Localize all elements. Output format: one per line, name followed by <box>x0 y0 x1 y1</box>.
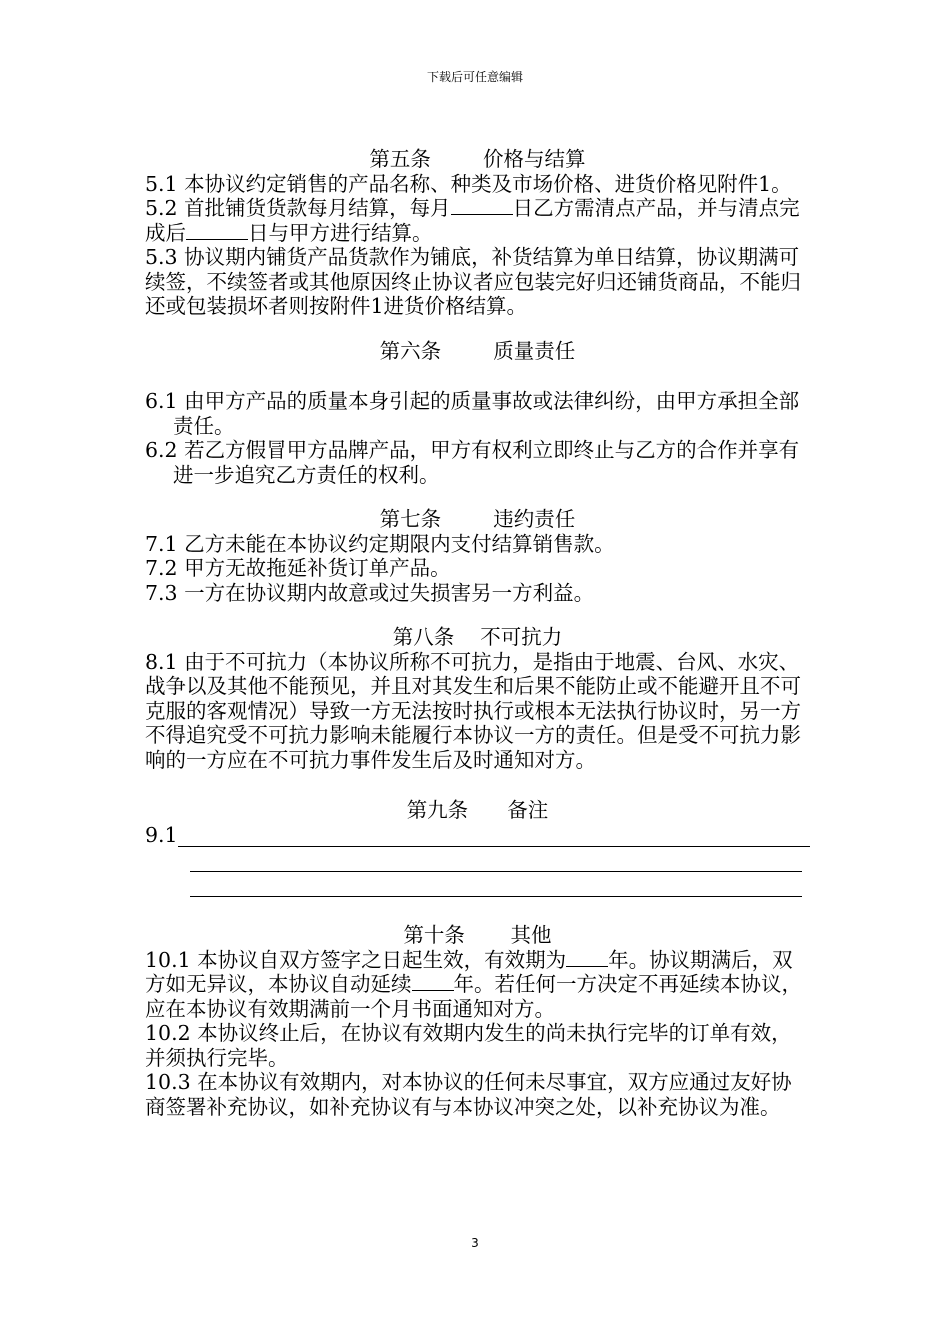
remarks-line-2 <box>190 847 802 872</box>
clause-6-2: 6.2 若乙方假冒甲方品牌产品，甲方有权利立即终止与乙方的合作并享有进一步追究乙方责任的权利。 <box>145 438 800 487</box>
page-header: 下载后可任意编辑 <box>426 70 523 84</box>
clause-7-3: 7.3 一方在协议期内故意或过失损害另一方利益。 <box>145 580 595 605</box>
clause-5-2-part-a: 5.2 首批铺货货款每月结算，每月 <box>145 196 451 220</box>
clause-5-2-part-c: 日与甲方进行结算。 <box>248 220 433 245</box>
section-6-title: 第六条 质量责任 <box>379 338 576 363</box>
document-body <box>145 147 810 1119</box>
section-8-title: 第八条 不可抗力 <box>392 625 563 649</box>
clause-10-2: 10.2 本协议终止后，在协议有效期内发生的尚未执行完毕的订单有效，并须执行完毕。 <box>145 1021 792 1070</box>
remarks-line-1 <box>145 823 810 848</box>
page-number: 3 <box>471 1236 479 1250</box>
clause-8-1: 8.1 由于不可抗力（本协议所称不可抗力，是指由于地震、台风、水灾、战争以及其他不能预见，并且对其发生和后果不能防止或不能避开且不可克服的客观情况）导致一方无法按时执行或根本无法执行协议时，另一方不得追究受不可抗力影响未能履行本协议一方的责任。但是受不可抗力影响的一方应在不可抗力事件发生后及时通知对方。 <box>145 649 801 772</box>
clause-7-1: 7.1 乙方未能在本协议约定期限内支付结算销售款。 <box>145 531 615 556</box>
clause-5-1: 5.1 本协议约定销售的产品名称、种类及市场价格、进货价格见附件1。 <box>145 171 792 196</box>
section-5-title: 第五条 价格与结算 <box>369 147 586 171</box>
section-10-title: 第十条 其他 <box>403 923 552 947</box>
blank-line <box>178 828 810 847</box>
remarks-line-3 <box>190 872 802 897</box>
section-7-title: 第七条 违约责任 <box>379 507 576 531</box>
section-9-title: 第九条 备注 <box>406 798 549 822</box>
clause-5-2 <box>145 196 810 245</box>
clause-5-3: 5.3 协议期内铺货产品货款作为铺底，补货结算为单日结算，协议期满可续签，不续签者或其他原因终止协议者应包装完好归还铺货商品，不能归还或包装损坏者则按附件1进货价格结算。 <box>145 245 801 318</box>
blank-field <box>451 196 513 215</box>
clause-7-2: 7.2 甲方无故拖延补货订单产品。 <box>145 556 451 580</box>
clause-5-2-part-b: 日乙方需清点产品，并与清点完成后 <box>145 196 800 245</box>
clause-10-3: 10.3 在本协议有效期内，对本协议的任何未尽事宜，双方应通过友好协商签署补充协议，如补充协议有与本协议冲突之处，以补充协议为准。 <box>145 1070 792 1119</box>
blank-field <box>566 948 608 967</box>
blank-field <box>412 972 454 991</box>
clause-10-1-part-b: 年。协议期满后，双方如无异议，本协议自动延续 <box>145 947 793 996</box>
clause-6-1: 6.1 由甲方产品的质量本身引起的质量事故或法律纠纷，由甲方承担全部责任。 <box>145 389 800 438</box>
clause-10-1-part-c: 年。若任何一方决定不再延续本协议，应在本协议有效期满前一个月书面通知对方。 <box>145 972 802 1021</box>
clause-9-1-label: 9.1 <box>145 822 178 847</box>
clause-10-1-part-a: 10.1 本协议自双方签字之日起生效，有效期为 <box>145 947 567 972</box>
blank-field <box>186 221 248 240</box>
clause-10-1 <box>145 948 810 1022</box>
